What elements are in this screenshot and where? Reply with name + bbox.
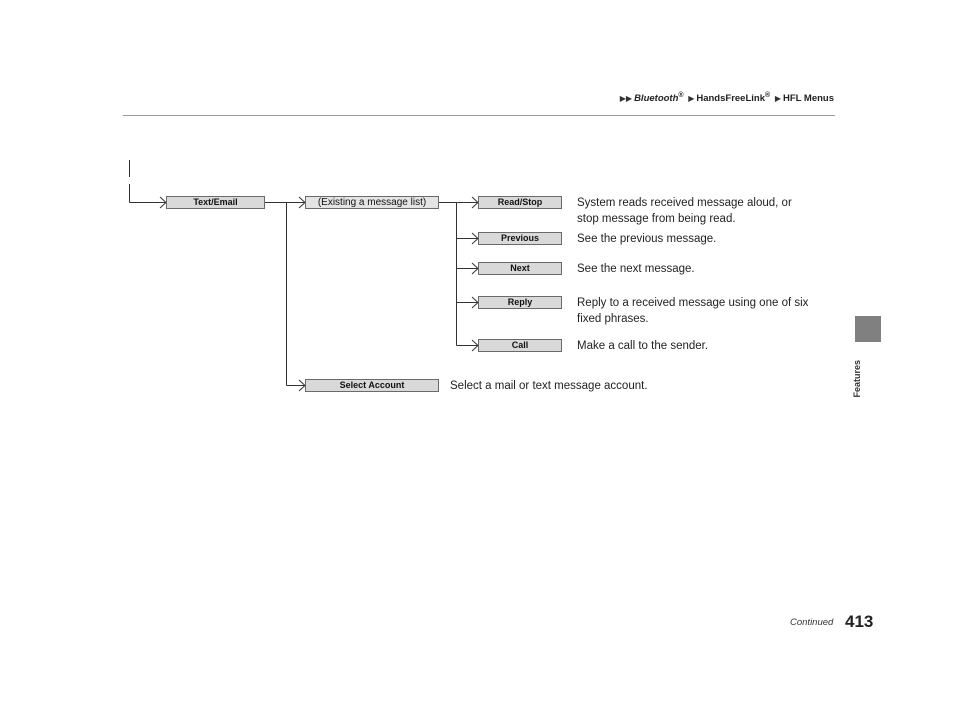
breadcrumb-arrow-icon: ▶▶: [619, 94, 633, 104]
menu-item-existing-message-list: (Existing a message list): [305, 196, 439, 209]
menu-item-next: Next: [478, 262, 562, 275]
call-description: Make a call to the sender.: [577, 340, 709, 352]
select-account-description: Select a mail or text message account.: [450, 380, 648, 392]
breadcrumb-arrow-icon: ▶: [688, 94, 695, 104]
previous-description: See the previous message.: [577, 233, 717, 245]
breadcrumb-arrow-icon: ▶: [774, 94, 781, 104]
page-number: 413: [845, 612, 874, 631]
menu-item-text-email: Text/Email: [166, 196, 265, 209]
continued-label: Continued: [790, 617, 834, 628]
section-tab-label: Features: [852, 360, 862, 398]
breadcrumb-item-bluetooth: Bluetooth®: [634, 92, 684, 105]
breadcrumb-item-hfl-menus: HFL Menus: [782, 93, 834, 105]
breadcrumb-item-handsfreelink: HandsFreeLink®: [696, 92, 771, 105]
reply-description: Reply to a received message using one of six fixed phrases.: [577, 297, 809, 325]
menu-item-select-account: Select Account: [305, 379, 439, 392]
menu-item-reply: Reply: [478, 296, 562, 309]
menu-item-previous: Previous: [478, 232, 562, 245]
menu-item-read-stop: Read/Stop: [478, 196, 562, 209]
next-description: See the next message.: [577, 263, 695, 275]
menu-item-call: Call: [478, 339, 562, 352]
read-stop-description: System reads received message aloud, or stop message from being read.: [577, 197, 792, 225]
